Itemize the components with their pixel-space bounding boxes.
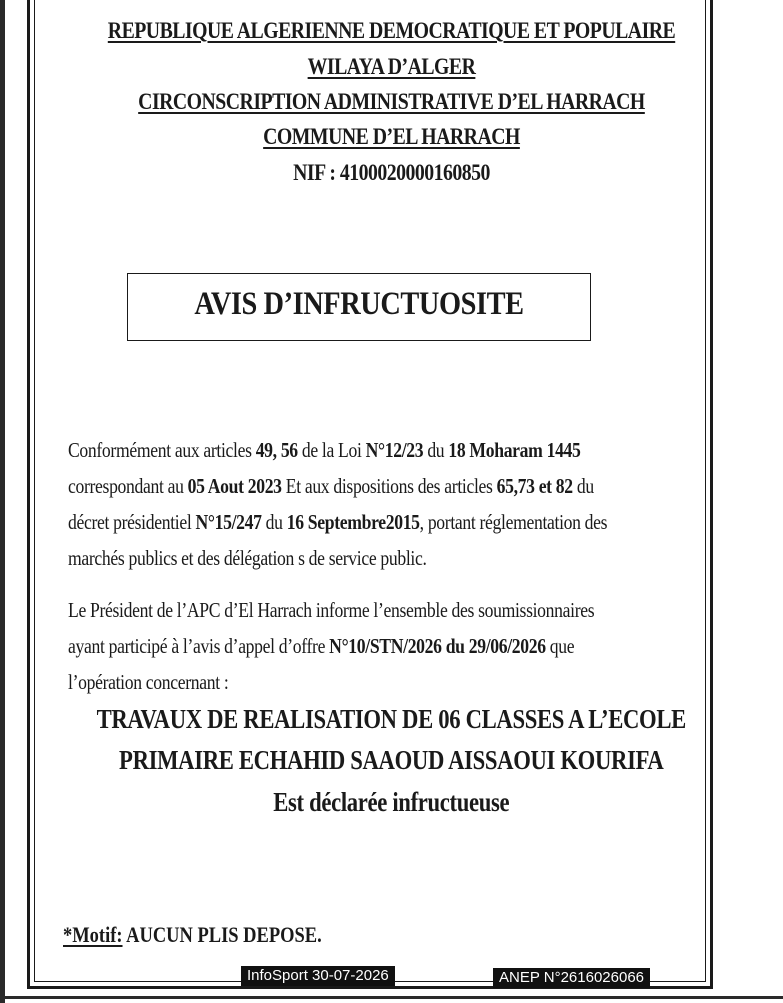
- document-title: AVIS D’INFRUCTUOSITE: [194, 286, 524, 322]
- legal-paragraph: [68, 432, 708, 576]
- legal-line-3: décret présidentiel N°15/247 du 16 Septembre2015, portant réglementation des: [68, 510, 608, 534]
- notice-line-2: ayant participé à l’avis d’appel d’offre N°10/STN/2026 du 29/06/2026 que: [68, 634, 575, 658]
- header-wilaya: WILAYA D’ALGER: [307, 54, 476, 79]
- operation-line-2: PRIMAIRE ECHAHID SAAOUD AISSAOUI KOURIFA: [119, 745, 664, 775]
- publication-tag: InfoSport 30-07-2026: [241, 966, 395, 986]
- title-box: [127, 273, 591, 341]
- legal-line-4: marchés publics et des délégation s de service public.: [68, 546, 427, 570]
- notice-line-3: l’opération concernant :: [68, 670, 229, 694]
- header-commune: COMMUNE D’EL HARRACH: [263, 124, 520, 149]
- motif-line: [63, 922, 322, 948]
- header-nif: NIF : 4100020000160850: [293, 160, 490, 185]
- motif-label: *Motif:: [63, 922, 123, 947]
- legal-line-2: correspondant au 05 Aout 2023 Et aux dispositions des articles 65,73 et 82 du: [68, 474, 594, 498]
- header-republic: REPUBLIQUE ALGERIENNE DEMOCRATIQUE ET POPULAIRE: [107, 18, 676, 43]
- operation-status: Est déclarée infructueuse: [273, 787, 510, 817]
- bottom-rule: [0, 996, 783, 999]
- anep-reference-tag: ANEP N°2616026066: [493, 968, 650, 988]
- legal-line-1: Conformément aux articles 49, 56 de la Loi N°12/23 du 18 Moharam 1445: [68, 438, 581, 462]
- motif-value: AUCUN PLIS DEPOSE.: [122, 922, 322, 947]
- notice-paragraph: [68, 592, 708, 700]
- scan-edge: [0, 0, 5, 1003]
- header-circonscription: CIRCONSCRIPTION ADMINISTRATIVE D’EL HARRACH: [138, 89, 645, 114]
- notice-line-1: Le Président de l’APC d’El Harrach informe l’ensemble des soumissionnaires: [68, 598, 595, 622]
- operation-line-1: TRAVAUX DE REALISATION DE 06 CLASSES A L’ECOLE: [96, 704, 686, 734]
